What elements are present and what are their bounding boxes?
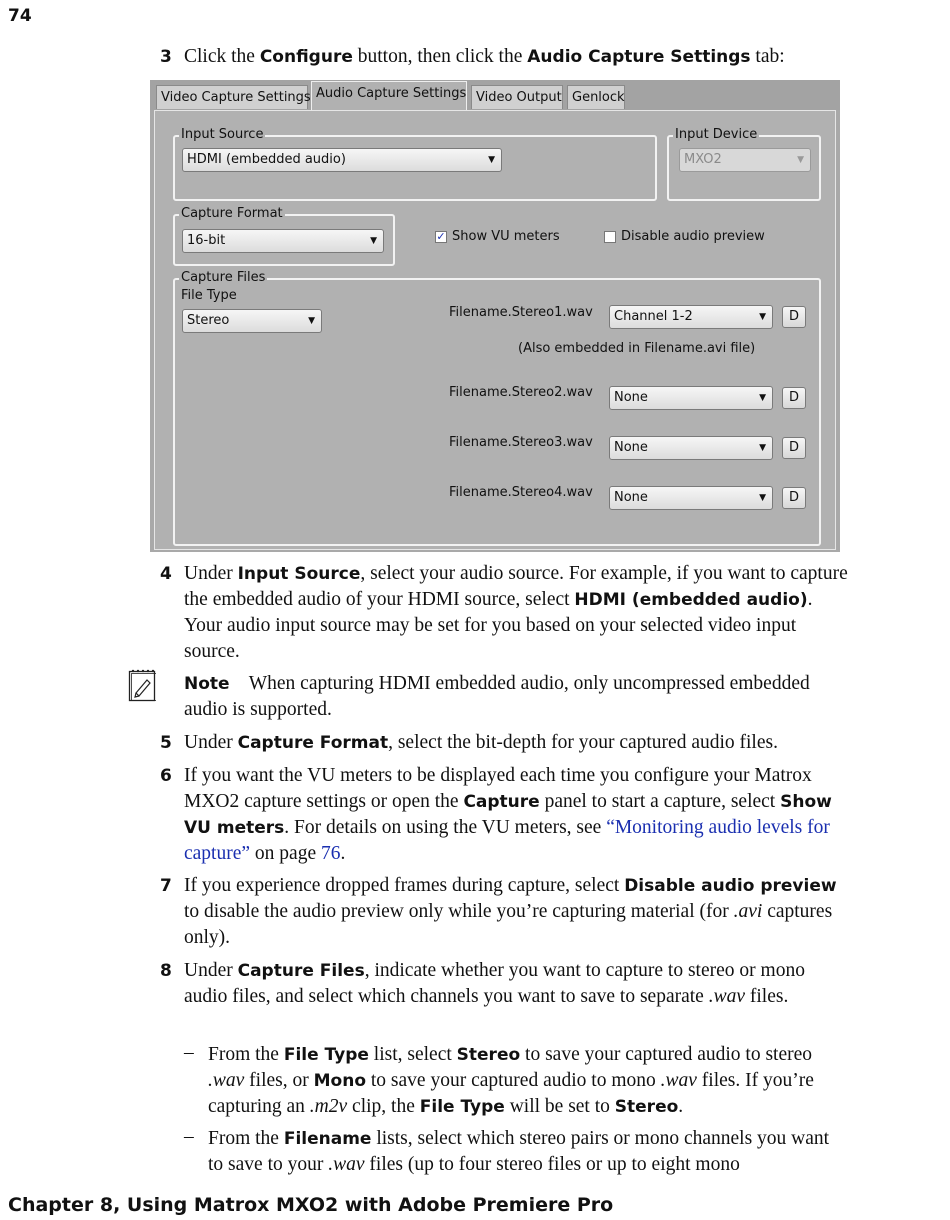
d-button[interactable]: D	[782, 487, 806, 509]
d-button[interactable]: D	[782, 437, 806, 459]
step-4-text: Under Input Source, select your audio source. For example, if you want to capture the embedded audio of your HDMI source, select HDMI (embedded audio). Your audio input source may be set for you based on your selected video input source.	[184, 563, 848, 662]
input-source-select[interactable]: HDMI (embedded audio) ▼	[182, 148, 502, 172]
capture-files-label: Capture Files	[181, 270, 266, 285]
bullet-dash: –	[184, 1126, 194, 1147]
bullet-1-text: From the File Type list, select Stereo to save your captured audio to stereo .wav files, or Mono to save your captured audio to mono .wav files. If you’re capturing an .m2v clip, the File Type will be set to Stereo.	[208, 1044, 814, 1117]
capture-format-group	[173, 206, 395, 266]
chevron-down-icon: ▼	[759, 443, 766, 453]
filename-label: Filename.Stereo1.wav	[449, 305, 593, 320]
show-vu-meters-checkbox[interactable]: ✓	[436, 230, 446, 243]
tab-video-output[interactable]: Video Output	[471, 85, 563, 109]
tab-strip	[150, 80, 840, 110]
channel-select[interactable]: None ▼	[609, 436, 773, 460]
input-source-group	[173, 127, 657, 201]
step-number: 7	[160, 876, 172, 896]
bullet-2-text: From the Filename lists, select which stereo pairs or mono channels you want to save to your .wav files (up to four stereo files or up to eight mono	[208, 1128, 830, 1175]
input-device-label: Input Device	[675, 127, 758, 142]
step-7-text: If you experience dropped frames during capture, select Disable audio preview to disable the audio preview only while you’re capturing material (for .avi captures only).	[184, 875, 837, 948]
filename-label: Filename.Stereo2.wav	[449, 385, 593, 400]
step-number: 4	[160, 564, 172, 584]
chevron-down-icon: ▼	[797, 155, 804, 165]
file-type-label: File Type	[181, 288, 237, 303]
step-number: 5	[160, 733, 172, 753]
note-text: Note When capturing HDMI embedded audio, only uncompressed embedded audio is supported.	[184, 673, 810, 720]
chevron-down-icon: ▼	[759, 312, 766, 322]
monitoring-audio-link[interactable]: “Monitoring audio levels for capture”	[184, 817, 830, 864]
disable-audio-preview-label: Disable audio preview	[621, 229, 765, 244]
audio-capture-settings-dialog	[150, 80, 840, 552]
d-button[interactable]: D	[782, 306, 806, 328]
filename-label: Filename.Stereo4.wav	[449, 485, 593, 500]
embedded-note: (Also embedded in Filename.avi file)	[518, 341, 756, 356]
bullet-dash: –	[184, 1042, 194, 1063]
step-6-text: If you want the VU meters to be displayed each time you configure your Matrox MXO2 capture settings or open the Capture panel to start a capture, select Show VU meters. For details on using the VU meters, see “Monitoring audio levels for capture” on page 76.	[184, 765, 832, 864]
input-device-group	[667, 127, 821, 201]
page-number: 74	[8, 6, 32, 26]
step-3-text: Click the Configure button, then click the Audio Capture Settings tab:	[184, 46, 785, 67]
chevron-down-icon: ▼	[759, 393, 766, 403]
note-label: Note	[184, 674, 230, 694]
file-type-select[interactable]: Stereo ▼	[182, 309, 322, 333]
tab-audio-capture-settings[interactable]: Audio Capture Settings	[311, 81, 467, 111]
channel-select[interactable]: Channel 1-2 ▼	[609, 305, 773, 329]
chevron-down-icon: ▼	[370, 236, 377, 246]
tab-video-capture-settings[interactable]: Video Capture Settings	[156, 85, 308, 109]
capture-files-group	[173, 270, 821, 546]
chapter-footer: Chapter 8, Using Matrox MXO2 with Adobe Premiere Pro	[8, 1194, 614, 1216]
step-number: 3	[160, 47, 172, 67]
filename-label: Filename.Stereo3.wav	[449, 435, 593, 450]
input-device-select: MXO2 ▼	[679, 148, 811, 172]
show-vu-meters-label: Show VU meters	[452, 229, 560, 244]
step-number: 8	[160, 961, 172, 981]
channel-select[interactable]: None ▼	[609, 486, 773, 510]
step-8-text: Under Capture Files, indicate whether you want to capture to stereo or mono audio files, and select which channels you want to save to separate .wav files.	[184, 960, 805, 1007]
step-5-text: Under Capture Format, select the bit-depth for your captured audio files.	[184, 732, 778, 753]
tab-genlock[interactable]: Genlock	[567, 85, 625, 109]
d-button[interactable]: D	[782, 387, 806, 409]
disable-audio-preview-checkbox[interactable]	[604, 231, 616, 243]
chevron-down-icon: ▼	[488, 155, 495, 165]
chevron-down-icon: ▼	[308, 316, 315, 326]
settings-panel	[154, 110, 836, 550]
capture-format-select[interactable]: 16-bit ▼	[182, 229, 384, 253]
notepad-pencil-icon	[128, 668, 156, 702]
channel-select[interactable]: None ▼	[609, 386, 773, 410]
chevron-down-icon: ▼	[759, 493, 766, 503]
page-76-link[interactable]: 76	[320, 843, 341, 864]
input-source-label: Input Source	[181, 127, 264, 142]
capture-format-label: Capture Format	[181, 206, 283, 221]
step-number: 6	[160, 766, 172, 786]
